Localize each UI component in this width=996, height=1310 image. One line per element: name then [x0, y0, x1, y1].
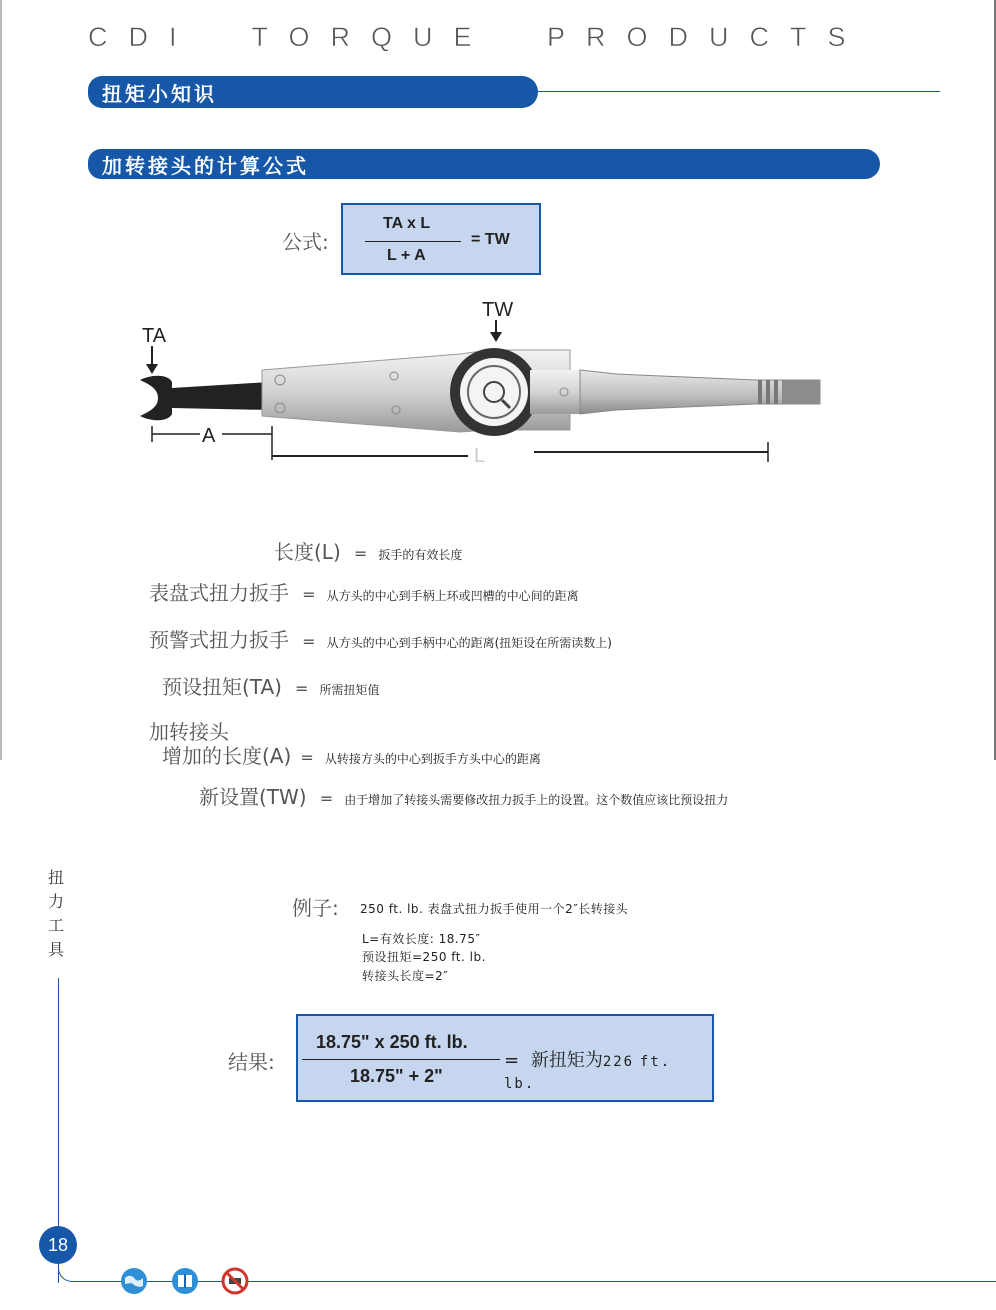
definition-desc: 扳手的有效长度	[378, 548, 463, 562]
definition-preset-torque	[162, 671, 380, 700]
result-value	[504, 1046, 712, 1093]
result-fraction-bar	[302, 1059, 500, 1060]
brand-word-products: PRODUCTS	[547, 22, 867, 52]
formula-label: 公式:	[282, 230, 329, 254]
formula-denominator: L + A	[387, 247, 426, 264]
definition-term: 增加的长度(A)	[162, 744, 292, 768]
page-border-left	[0, 0, 2, 760]
definition-term: 表盘式扭力扳手	[149, 581, 289, 605]
definition-term: 新设置(TW)	[199, 785, 307, 809]
definition-term: 预警式扭力扳手	[149, 628, 289, 652]
section-title: 扭矩小知识	[88, 76, 538, 108]
definition-adapter-length	[162, 740, 541, 769]
definition-eq: =	[302, 632, 316, 651]
result-label: 结果:	[228, 1050, 275, 1074]
definition-length	[274, 536, 462, 565]
label-ta: TA	[142, 325, 167, 347]
definition-eq: =	[295, 679, 309, 698]
definition-desc: 从方头的中心到手柄上环或凹槽的中心间的距离	[326, 589, 579, 603]
brand-word-torque: TORQUE	[251, 22, 493, 52]
globe-icon	[119, 1266, 149, 1296]
definition-desc: 所需扭矩值	[319, 683, 380, 697]
definition-term: 长度(L)	[274, 540, 341, 564]
label-l: L	[474, 445, 486, 467]
formula-numerator: TA x L	[383, 215, 431, 232]
definition-desc: 从方头的中心到手柄中心的距离(扭矩设在所需读数上)	[326, 636, 612, 650]
result-value-text: 新扭矩为	[530, 1050, 603, 1071]
section-title-rule	[538, 91, 940, 92]
definition-term: 预设扭矩(TA)	[162, 675, 282, 699]
subsection-title: 加转接头的计算公式	[88, 149, 880, 179]
result-value-unit: ft. lb.	[504, 1054, 672, 1092]
no-sign-icon	[220, 1266, 250, 1296]
definition-new-setting	[199, 781, 728, 810]
definition-desc: 由于增加了转接头需要修改扭力扳手上的设置。这个数值应该比预设扭力	[344, 793, 729, 807]
result-value-number: 226	[602, 1054, 635, 1070]
formula-result: = TW	[471, 231, 510, 248]
result-equals: =	[504, 1050, 520, 1071]
sidebar-corner	[58, 1262, 80, 1282]
definition-dial-wrench	[149, 577, 579, 606]
definition-term-line1: 加转接头	[149, 720, 229, 744]
brand-word-cdi: CDI	[88, 22, 198, 52]
example-line: 转接头长度=2″	[362, 969, 449, 983]
formula-fraction-bar	[365, 241, 461, 242]
example-line: 预设扭矩=250 ft. lb.	[362, 950, 486, 964]
definition-desc: 从转接方头的中心到扳手方头中心的距离	[324, 752, 541, 766]
wrench-diagram	[130, 290, 830, 470]
book-icon	[170, 1266, 200, 1296]
result-denominator: 18.75" + 2"	[350, 1066, 443, 1086]
definition-eq: =	[319, 789, 334, 808]
result-numerator: 18.75" x 250 ft. lb.	[316, 1032, 468, 1052]
definition-eq: =	[300, 748, 314, 767]
formula-box	[341, 203, 541, 275]
result-box	[296, 1014, 714, 1102]
footer-rule	[78, 1281, 996, 1282]
sidebar-label: 扭 力 工 具	[47, 868, 64, 959]
example-label: 例子:	[292, 896, 339, 920]
brand-header	[88, 22, 893, 53]
definition-eq: =	[302, 585, 316, 604]
page-number: 18	[39, 1226, 77, 1264]
label-a: A	[202, 425, 216, 447]
example-main: 250 ft. lb. 表盘式扭力扳手使用一个2″长转接头	[360, 902, 629, 916]
label-tw: TW	[482, 299, 514, 321]
definition-clicker-wrench	[149, 624, 612, 653]
definition-eq: =	[353, 544, 368, 563]
example-line: L=有效长度: 18.75″	[362, 932, 481, 946]
